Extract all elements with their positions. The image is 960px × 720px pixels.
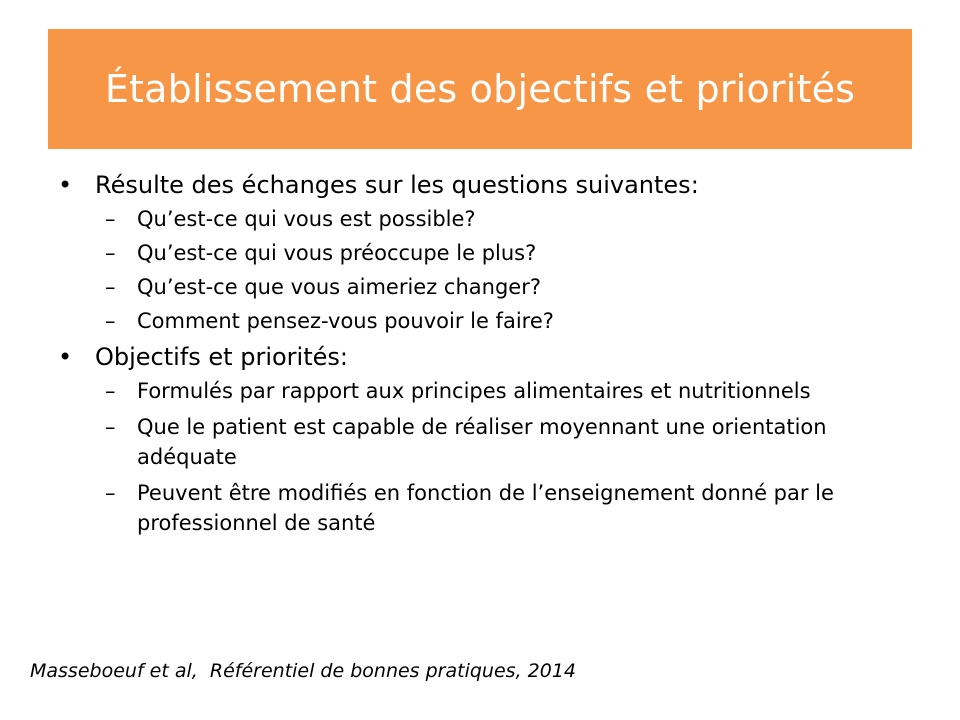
- sub-dash: –: [105, 415, 116, 439]
- sub-text: Formulés par rapport aux principes alimentaires et nutritionnels: [137, 379, 811, 403]
- sub-text: Qu’est-ce que vous aimeriez changer?: [137, 275, 541, 299]
- sub-item: [58, 272, 878, 302]
- citation-footer: Masseboeuf et al, Référentiel de bonnes pratiques, 2014: [30, 660, 576, 682]
- slide-title: Établissement des objectifs et priorités: [104, 67, 856, 111]
- sub-item: [58, 376, 878, 406]
- bullet-dot: •: [58, 343, 73, 371]
- bullet-item: [58, 340, 878, 374]
- sub-item: [58, 306, 878, 336]
- sub-dash: –: [105, 309, 116, 333]
- bullet-text: Objectifs et priorités:: [95, 343, 348, 371]
- sub-dash: –: [105, 241, 116, 265]
- bullet-dot: •: [58, 171, 73, 199]
- sub-text: Que le patient est capable de réaliser moyennant une orientation adéquate: [137, 415, 827, 469]
- sub-text: Qu’est-ce qui vous est possible?: [137, 207, 476, 231]
- sub-text: Comment pensez-vous pouvoir le faire?: [137, 309, 554, 333]
- sub-dash: –: [105, 379, 116, 403]
- title-band: [48, 29, 912, 149]
- sub-dash: –: [105, 275, 116, 299]
- sub-item: [58, 478, 878, 538]
- bullet-text: Résulte des échanges sur les questions suivantes:: [95, 171, 699, 199]
- sub-text: Peuvent être modifiés en fonction de l’enseignement donné par le professionnel de santé: [137, 481, 834, 535]
- bullet-item: [58, 168, 878, 202]
- sub-dash: –: [105, 481, 116, 505]
- sub-item: [58, 204, 878, 234]
- sub-item: [58, 412, 878, 472]
- sub-text: Qu’est-ce qui vous préoccupe le plus?: [137, 241, 537, 265]
- sub-item: [58, 238, 878, 268]
- slide-content: [58, 168, 878, 544]
- sub-dash: –: [105, 207, 116, 231]
